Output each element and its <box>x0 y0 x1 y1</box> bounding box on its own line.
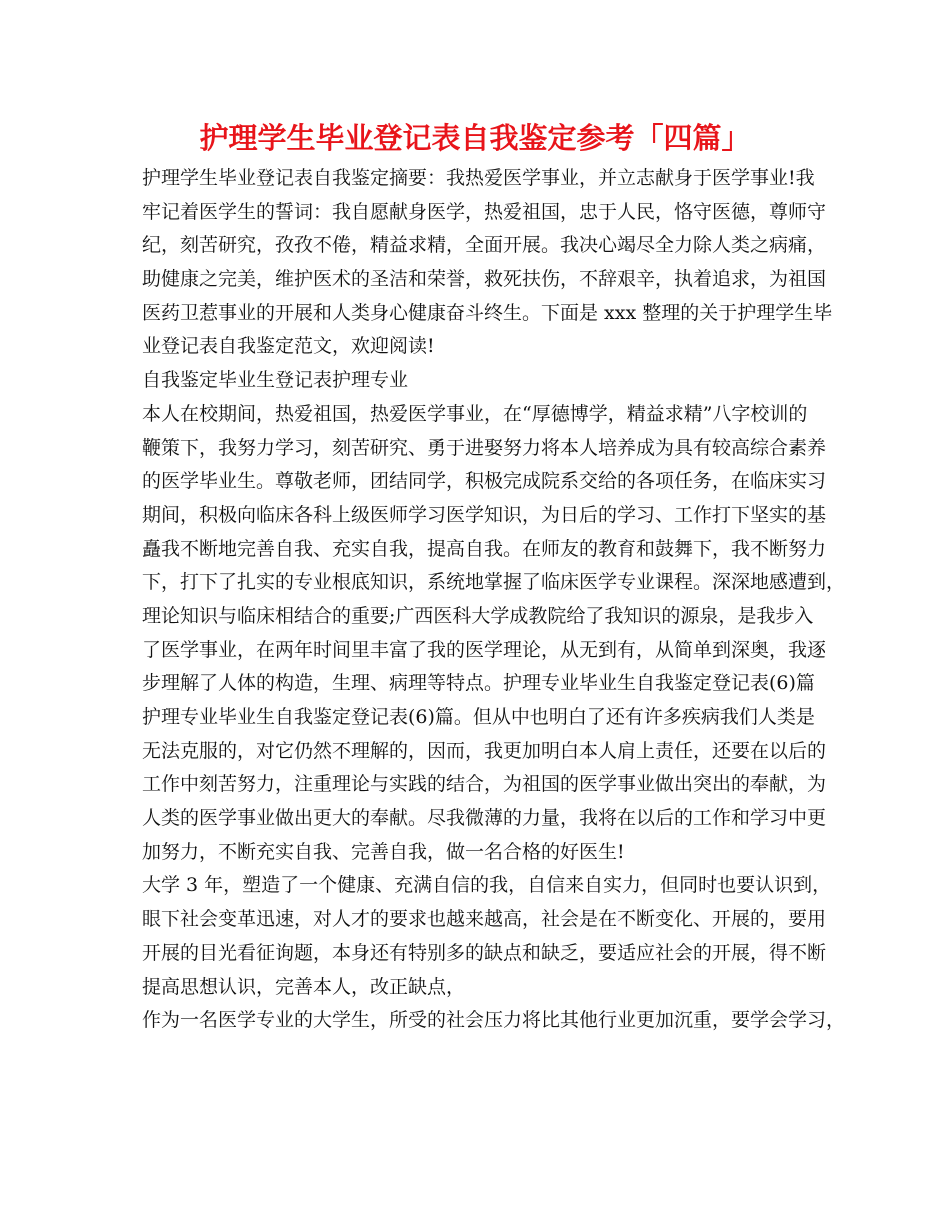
body-line: 矗我不断地完善自我、充实自我，提高自我。在师友的教育和鼓舞下，我不断努力 <box>142 537 827 560</box>
body-line: 牢记着医学生的誓词：我自愿献身医学，热爱祖国，忠于人民，恪守医德，尊师守 <box>142 200 827 223</box>
body-line: 理论知识与临床相结合的重要;广西医科大学成教院给了我知识的源泉，是我步入 <box>142 604 814 627</box>
body-line: 工作中刻苦努力，注重理论与实践的结合，为祖国的医学事业做出突出的奉献，为 <box>142 773 827 796</box>
body-line: 护理专业毕业生自我鉴定登记表(6)篇。但从中也明白了还有许多疾病我们人类是 <box>142 706 815 728</box>
body-line: 业登记表自我鉴定范文，欢迎阅读! <box>142 335 435 358</box>
body-line: 下，打下了扎实的专业根底知识，系统地掌握了临床医学专业课程。深深地感遭到， <box>142 571 846 594</box>
body-line: 护理学生毕业登记表自我鉴定摘要：我热爱医学事业，并立志献身于医学事业!我 <box>142 167 815 189</box>
body-line: 作为一名医学专业的大学生，所受的社会压力将比其他行业更加沉重，要学会学习， <box>142 1009 846 1032</box>
body-line: 了医学事业，在两年时间里丰富了我的医学理论，从无到有，从简单到深奥，我逐 <box>142 638 827 661</box>
document-body <box>142 162 846 1038</box>
body-line: 提高思想认识，完善本人，改正缺点， <box>142 975 466 998</box>
body-line: 的医学毕业生。尊敬老师，团结同学，积极完成院系交给的各项任务，在临床实习 <box>142 470 827 493</box>
body-line: 自我鉴定毕业生登记表护理专业 <box>142 369 409 392</box>
body-line: 鞭策下，我努力学习，刻苦研究、勇于进娶努力将本人培养成为具有较高综合素养 <box>142 436 827 459</box>
body-line: 无法克服的，对它仍然不理解的，因而，我更加明白本人肩上责任，还要在以后的 <box>142 739 827 762</box>
body-line: 大学 3 年，塑造了一个健康、充满自信的我，自信来自实力，但同时也要认识到， <box>142 874 832 897</box>
body-line: 期间，积极向临床各科上级医师学习医学知识，为日后的学习、工作打下坚实的基 <box>142 503 827 526</box>
body-line: 人类的医学事业做出更大的奉献。尽我微薄的力量，我将在以后的工作和学习中更 <box>142 807 827 830</box>
body-line: 助健康之完美，维护医术的圣洁和荣誉，救死扶伤，不辞艰辛，执着追求，为祖国 <box>142 268 827 291</box>
body-line: 加努力，不断充实自我、完善自我，做一名合格的好医生! <box>142 840 625 863</box>
body-line: 眼下社会变革迅速，对人才的要求也越来越高，社会是在不断变化、开展的，要用 <box>142 908 827 931</box>
body-line: 步理解了人体的构造，生理、病理等特点。护理专业毕业生自我鉴定登记表(6)篇 <box>142 672 815 695</box>
body-line: 医药卫惹事业的开展和人类身心健康奋斗终生。下面是 xxx 整理的关于护理学生毕 <box>142 301 833 324</box>
document-title: 护理学生毕业登记表自我鉴定参考「四篇」 <box>199 121 751 155</box>
body-line: 本人在校期间，热爱祖国，热爱医学事业，在“厚德博学，精益求精”八字校训的 <box>142 402 808 425</box>
body-line: 开展的目光看征询题，本身还有特别多的缺点和缺乏，要适应社会的开展，得不断 <box>142 941 827 964</box>
body-line: 纪，刻苦研究，孜孜不倦，精益求精，全面开展。我决心竭尽全力除人类之病痛， <box>142 234 827 257</box>
